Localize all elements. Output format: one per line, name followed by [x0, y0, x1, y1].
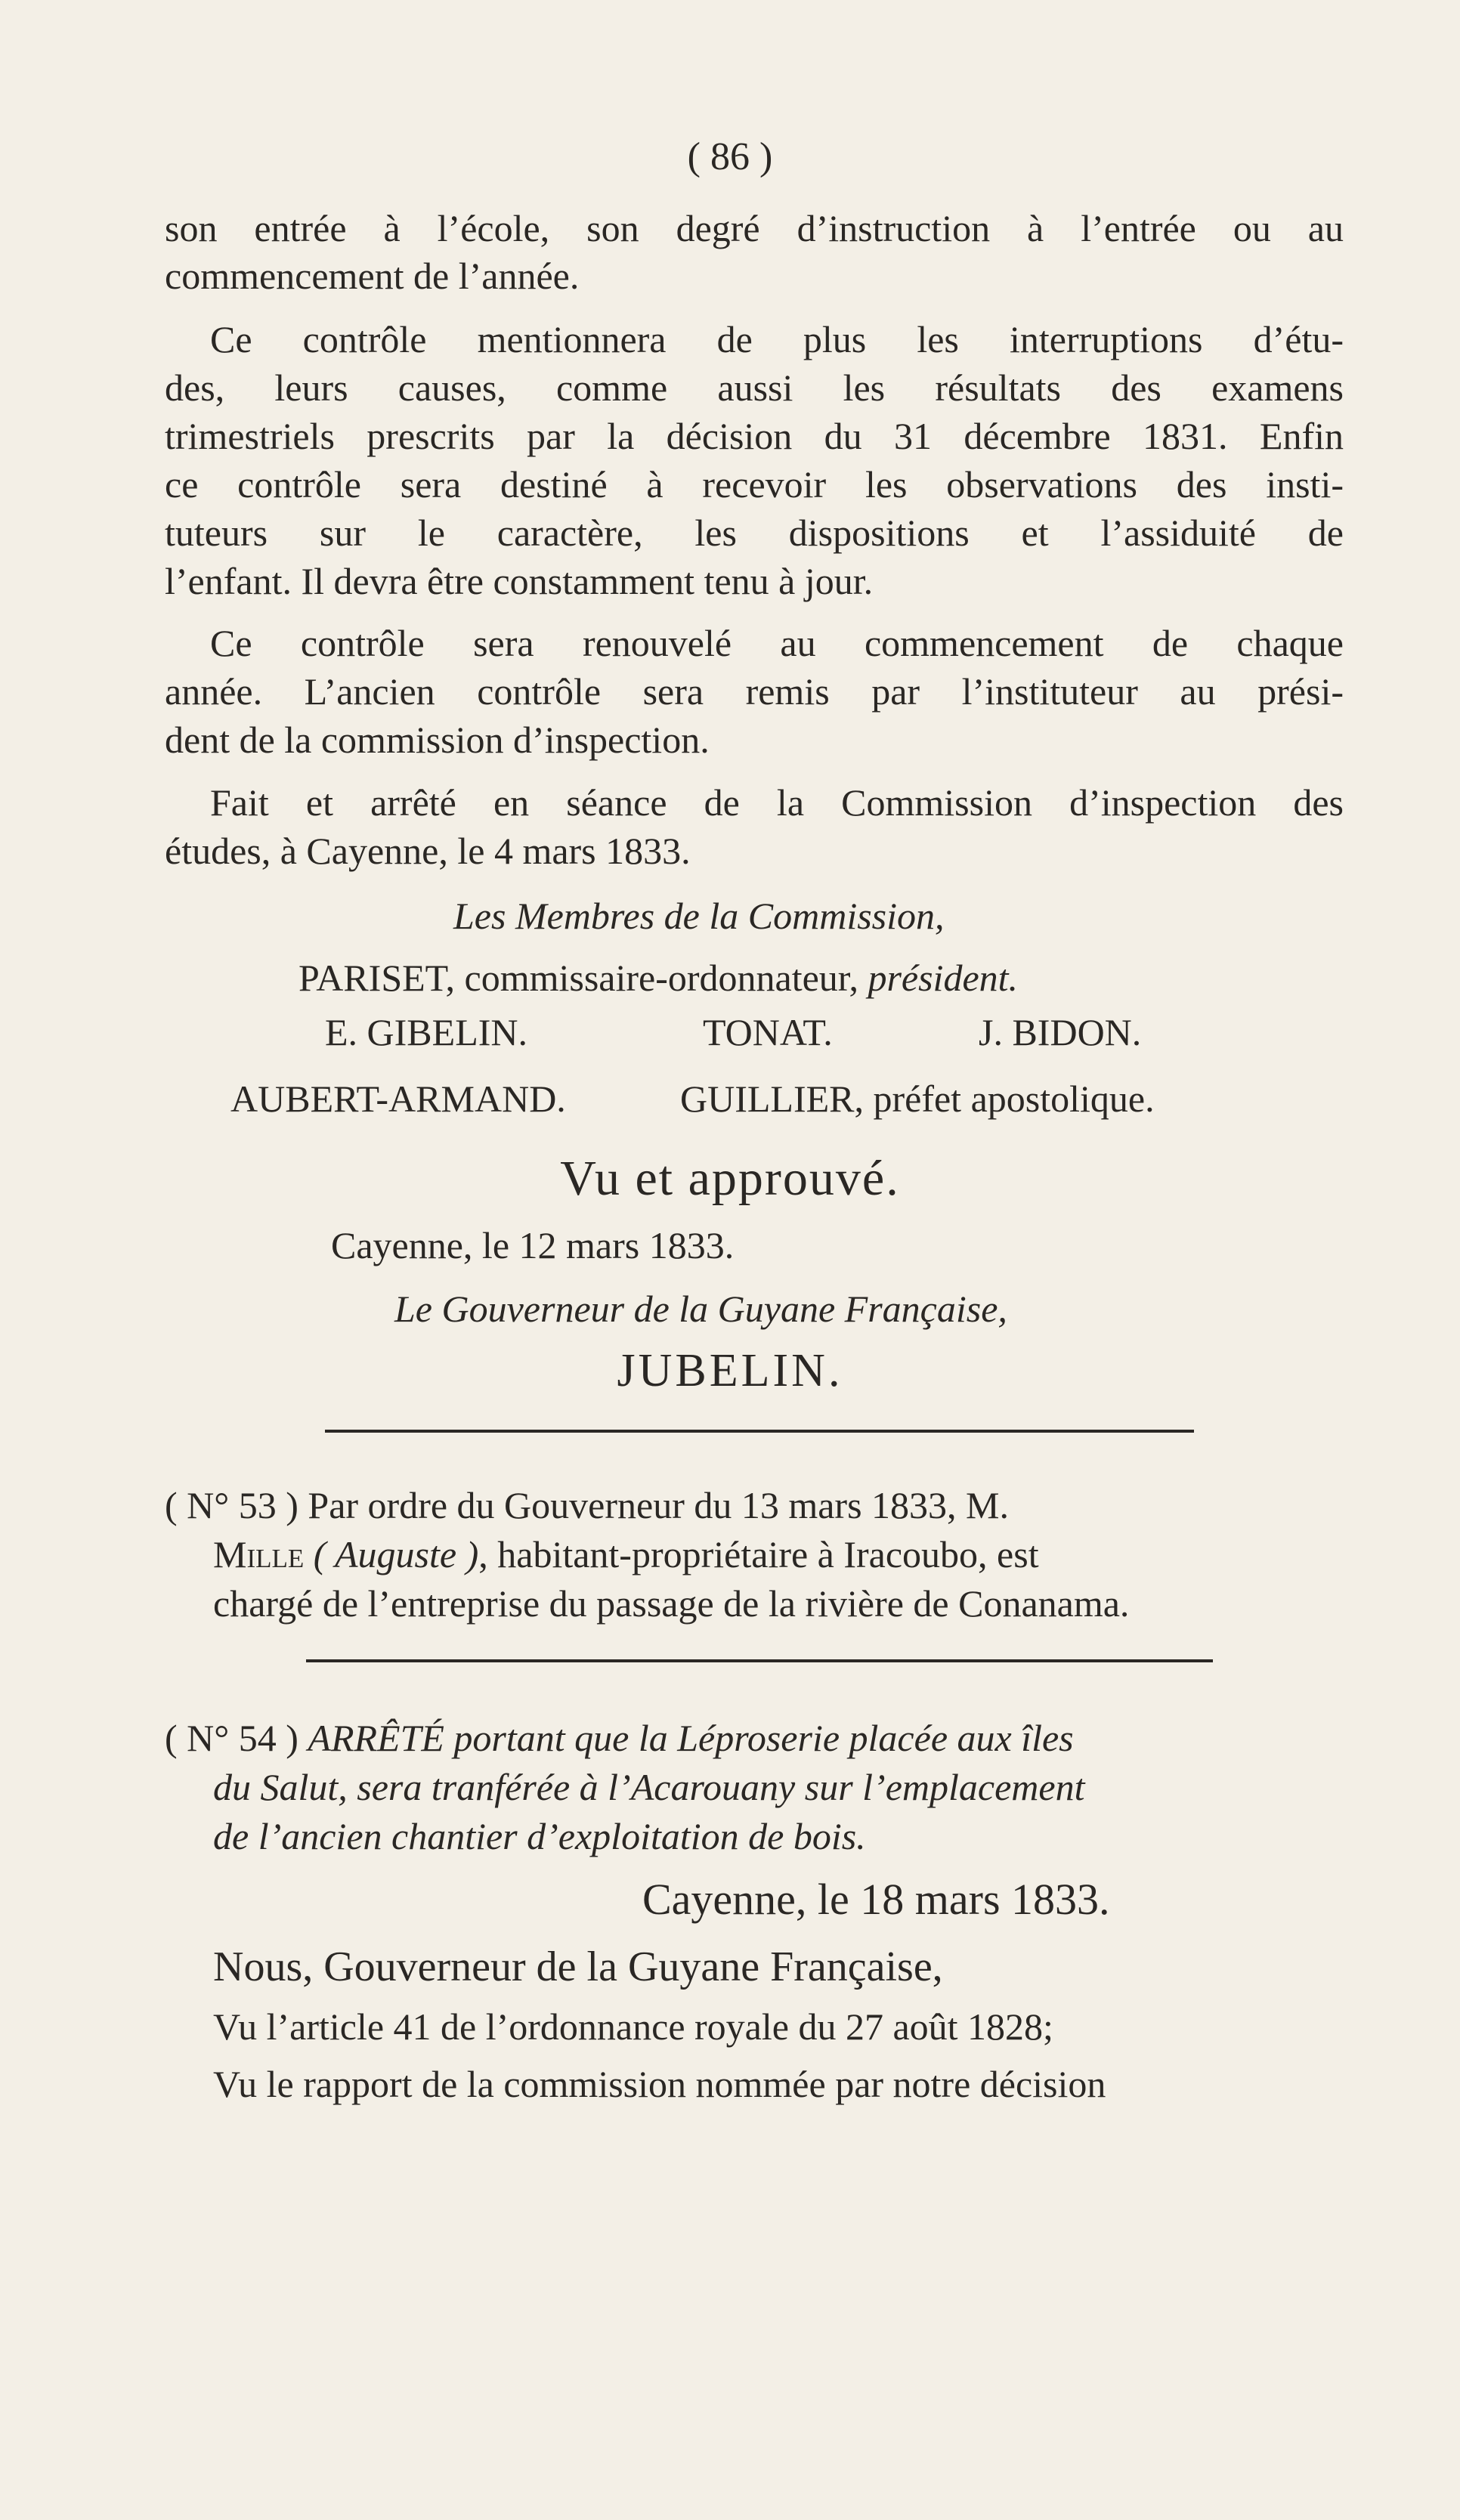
approval-date: Cayenne, le 12 mars 1833. [331, 1224, 735, 1266]
paragraph-line: trimestriels prescrits par la décision du 31 décembre 1831. Enfin [165, 415, 1344, 457]
paragraph-line: année. L’ancien contrôle sera remis par l’instituteur au prési- [165, 670, 1344, 713]
entry-text: , habitant-propriétaire à Iracoubo, est [478, 1533, 1039, 1575]
signature-name: AUBERT-ARMAND. [230, 1078, 566, 1120]
decree-considerant: Vu l’article 41 de l’ordonnance royale du 27 août 1828; [213, 2005, 1053, 2048]
signature-name: J. BIDON. [979, 1011, 1142, 1053]
signature-name: TONAT. [703, 1011, 833, 1053]
entry-54-line [165, 1714, 1074, 1762]
governor-title: Le Gouverneur de la Guyane Française, [394, 1288, 1007, 1330]
paragraph-line: son entrée à l’école, son degré d’instruction à l’entrée ou au [165, 207, 1344, 249]
paragraph-line: Ce contrôle mentionnera de plus les interruptions d’étu- [210, 318, 1344, 360]
paragraph-line: Fait et arrêté en séance de la Commission d’inspection des [210, 781, 1344, 824]
page-number: ( 86 ) [687, 135, 773, 178]
paragraph-line: l’enfant. Il devra être constamment tenu à jour. [165, 560, 874, 602]
person-surname: Mille [213, 1533, 305, 1575]
entry-title: ARRÊTÉ portant que la Léproserie placée aux îles [308, 1717, 1074, 1759]
signature-role: président. [868, 957, 1019, 999]
paragraph-line: ce contrôle sera destiné à recevoir les observations des insti- [165, 463, 1344, 506]
paragraph-line: des, leurs causes, comme aussi les résultats des examens [165, 366, 1344, 409]
signature-line [298, 954, 1018, 1002]
signature-name: GUILLIER, préfet apostolique. [680, 1078, 1155, 1120]
entry-number: ( N° 54 ) [165, 1717, 298, 1759]
signatures-heading: Les Membres de la Commission, [453, 895, 945, 937]
decree-considerant: Vu le rapport de la commission nommée par notre décision [213, 2063, 1106, 2105]
section-divider [325, 1430, 1194, 1433]
governor-name: JUBELIN. [617, 1345, 843, 1396]
paragraph-line: tuteurs sur le caractère, les dispositions et l’assiduité de [165, 512, 1344, 554]
entry-text: Par ordre du Gouverneur du 13 mars 1833, M. [308, 1484, 1009, 1526]
signature-name: PARISET, commissaire-ordonnateur, [298, 957, 858, 999]
paragraph-line: études, à Cayenne, le 4 mars 1833. [165, 830, 691, 872]
entry-number: ( N° 53 ) [165, 1484, 298, 1526]
entry-text: chargé de l’entreprise du passage de la rivière de Conanama. [213, 1582, 1130, 1625]
signature-name: E. GIBELIN. [325, 1011, 527, 1053]
decree-date: Cayenne, le 18 mars 1833. [642, 1875, 1110, 1924]
entry-title: de l’ancien chantier d’exploitation de bois. [213, 1815, 866, 1857]
approval-title: Vu et approuvé. [560, 1151, 900, 1206]
paragraph-line: Ce contrôle sera renouvelé au commencement de chaque [210, 622, 1344, 664]
paragraph-line: dent de la commission d’inspection. [165, 719, 710, 761]
section-divider [306, 1659, 1213, 1662]
paragraph-line: commencement de l’année. [165, 255, 580, 297]
entry-53-line [213, 1530, 1039, 1578]
entry-53-line [165, 1481, 1009, 1529]
entry-title: du Salut, sera tranférée à l’Acarouany sur l’emplacement [213, 1766, 1085, 1808]
person-firstname: ( Auguste ) [313, 1533, 479, 1575]
decree-preamble: Nous, Gouverneur de la Guyane Française, [213, 1943, 943, 1990]
